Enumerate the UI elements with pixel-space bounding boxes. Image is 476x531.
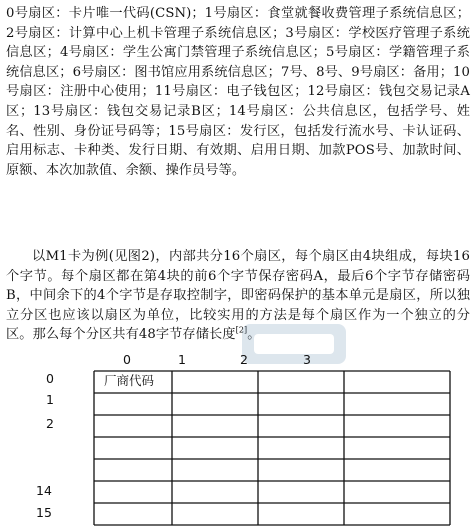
row-label-2: 2 [46,416,54,431]
sector-allocation-paragraph: 0号扇区：卡片唯一代码(CSN)；1号扇区：食堂就餐收费管理子系统信息区；2号扇区：计算中心上机卡管理子系统信息区；3号扇区：学校医疗管理子系统信息区；4号扇区：学生公寓门禁管理子系统信息区；5号扇区：学籍管理子系统信息区；6号扇区：图书馆应用系统信息区；7号、8号、9号扇区：备用；10号扇区：注册中心使用；11号扇区：电子钱包区；12号扇区：钱包交易记录A区；13号扇区：钱包交易记录B区；14号扇区：公共信息区，包括学号、姓名、性别、身份证号码等；15号扇区：发行区，包括发行流水号、卡认证码、启用标志、卡种类、发行日期、有效期、启用日期、加款POS号、加款时间、原额、本次加款值、余额、操作员号等。 [6,6,470,178]
manufacturer-code-cell: 厂商代码 [104,373,155,388]
column-label-2: 2 [240,352,248,367]
memory-layout-grid [62,369,462,529]
column-label-0: 0 [123,352,131,367]
row-label-15: 15 [36,505,52,520]
row-label-1: 1 [46,392,54,407]
row-label-14: 14 [36,483,52,498]
paragraph-end: 。 [247,327,261,343]
citation-reference: [2] [235,325,248,335]
column-label-1: 1 [178,352,186,367]
m1-card-text: 以M1卡为例(见图2)，内部共分16个扇区，每个扇区由4块组成，每块16个字节。每个扇区都在第4块的前6个字节保存密码A，最后6个字节存储密码B，中间余下的4个字节是存取控制字，即密码保护的基本单元是扇区，所以独立分区也应该以扇区为单位，比较实用的方法是每个扇区作为一个独立的分区。那么每个分区共有48字节存储长度 [6,249,470,343]
m1-card-description-paragraph [6,247,470,345]
row-label-0: 0 [46,371,54,386]
column-label-3: 3 [303,352,311,367]
